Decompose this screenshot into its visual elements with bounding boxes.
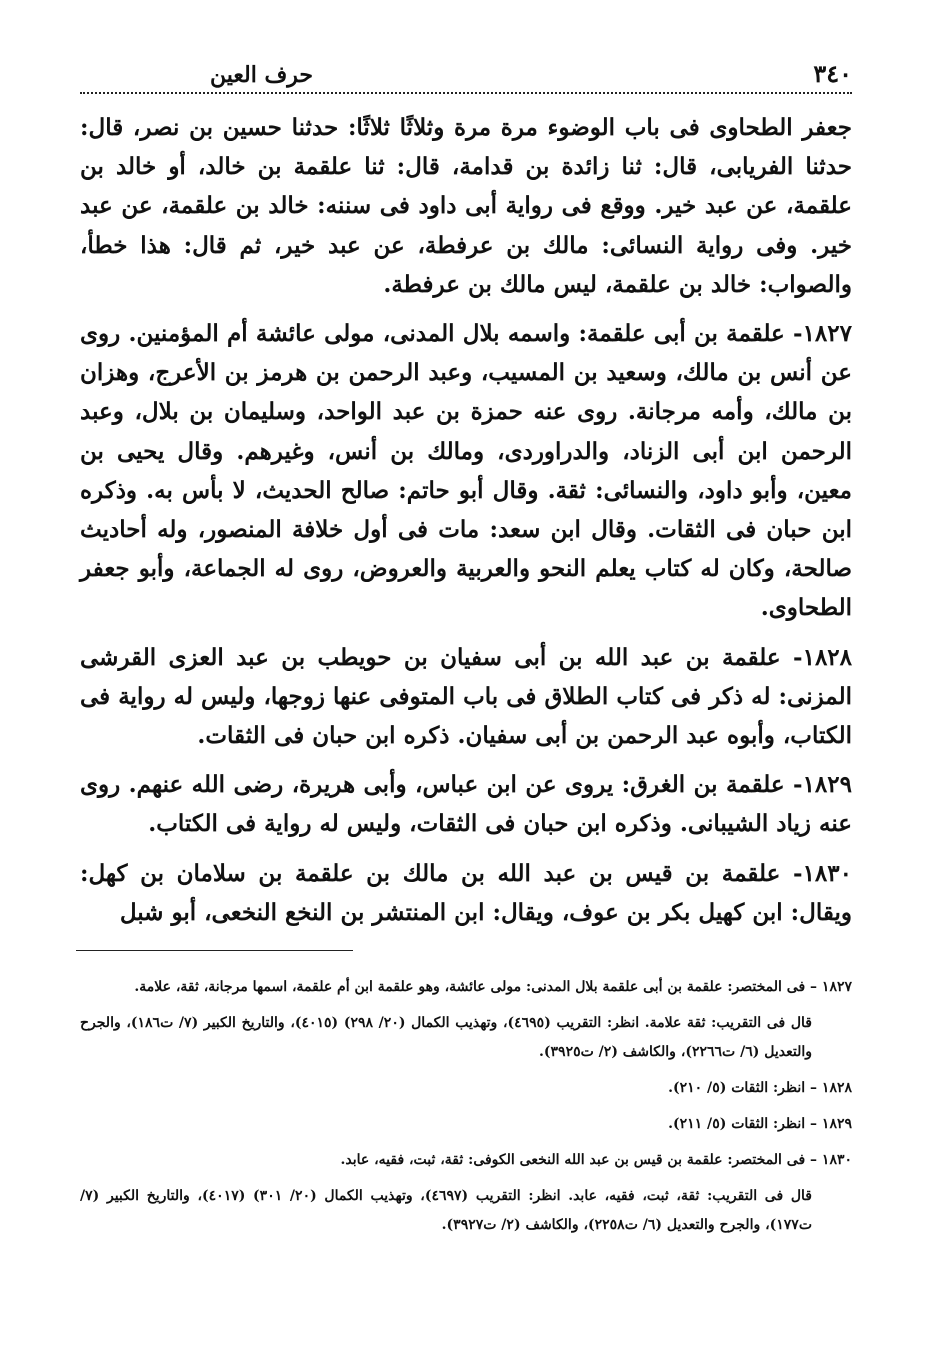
footnotes [80,973,852,1240]
paragraph-text: جعفر الطحاوى فى باب الوضوء مرة مرة وثلاثًا ثلاثًا: حدثنا حسين بن نصر، قال: حدثنا الفريابى، قال: ثنا زائدة بن قدامة، قال: ثنا علقمة بن خالد، أو خالد بن علقمة، عن عبد خير. ووقع فى رواية أبى داود فى سننه: خالد بن علقمة، عن عبد خير. وفى رواية النسائى: مالك بن عرفطة، عن عبد خير، ثم قال: هذا خطأ، والصواب: خالد بن علقمة، ليس مالك بن عرفطة. [80,114,852,298]
entry-text: علقمة بن الغرق: يروى عن ابن عباس، وأبى هريرة، رضى الله عنهم. روى عنه زياد الشيبانى. وذكره ابن حبان فى الثقات، وليس له رواية فى الكتاب. [80,771,852,838]
page-number: ٣٤٠ [813,59,852,88]
entry-number: ١٨٢٩- [793,771,852,799]
entry-1829 [80,765,852,843]
entry-number: ١٨٢٨- [793,643,853,671]
entry-1830 [80,854,852,932]
entry-number: ١٨٣٠- [793,859,852,887]
main-text [80,108,852,932]
footnote-1827-detail: قال فى التقريب: ثقة علامة. انظر: التقريب (٤٦٩٥)، وتهذيب الكمال (٢٠/ ٢٩٨) (٤٠١٥)، والتاريخ الكبير (٧/ ت١٨٦)، والجرح والتعديل (٦/ ت٢٢٦٦)، والكاشف (٢/ ت٣٩٢٥). [80,1015,812,1061]
entry-1827 [80,314,852,628]
entry-text: علقمة بن عبد الله بن أبى سفيان بن حويطب بن عبد العزى القرشى المزنى: له ذكر فى كتاب الطلاق فى باب المتوفى عنها زوجها، وليس له رواية فى الكتاب، وأبوه عبد الرحمن بن أبى سفيان. ذكره ابن حبان فى الثقات. [80,643,852,750]
entry-text: علقمة بن أبى علقمة: واسمه بلال المدنى، مولى عائشة أم المؤمنين. روى عن أنس بن مالك، وسعيد بن المسيب، وعبد الرحمن بن هرمز بن الأعرج، وهزان بن مالك، وأمه مرجانة. روى عنه حمزة بن عبد الواحد، وسليمان بن بلال، وعبد الرحمن ابن أبى الزناد، والدراوردى، ومالك بن أنس، وغيرهم. وقال يحيى بن معين، وأبو داود، والنسائى: ثقة. وقال أبو حاتم: صالح الحديث، لا بأس به. وذكره ابن حبان فى الثقات. وقال ابن سعد: مات فى أول خلافة المنصور، وله أحاديث صالحة، وكان له كتاب يعلم النحو والعربية والعروض، روى له الجماعة، وأبو جعفر الطحاوى. [80,320,852,622]
chapter-title: حرف العين [210,62,314,88]
entry-text: علقمة بن قيس بن عبد الله بن مالك بن علقمة بن سلامان بن كهل: ويقال: ابن كهيل بكر بن عوف، ويقال: ابن المنتشر بن النخع النخعى، أبو شبل [80,859,852,926]
footnote-divider [76,950,353,951]
footnote-1830-detail: قال فى التقريب: ثقة، ثبت، فقيه، عابد. انظر: التقريب (٤٦٩٧)، وتهذيب الكمال (٢٠/ ٣٠١) (٤٠١٧)، والتاريخ الكبير (٧/ ت١٧٧)، والجرح والتعديل (٦/ ت٢٢٥٨)، والكاشف (٢/ ت٣٩٢٧). [80,1188,812,1234]
footnote-1829: ١٨٢٩ – انظر: الثقات (٥/ ٢١١). [668,1116,852,1133]
footnote-1827: ١٨٢٧ – فى المختصر: علقمة بن أبى علقمة بلال المدنى: مولى عائشة، وهو علقمة ابن أم علقمة، اسمها مرجانة، ثقة، علامة. [134,979,852,996]
entry-number: ١٨٢٧- [793,320,852,348]
paragraph-continuation [80,108,852,304]
page [80,40,852,1247]
entry-1828 [80,638,852,756]
running-header [80,40,852,94]
footnote-1828: ١٨٢٨ – انظر: الثقات (٥/ ٢١٠). [668,1080,852,1097]
footnote-1830: ١٨٣٠ – فى المختصر: علقمة بن قيس بن عبد الله النخعى الكوفى: ثقة، ثبت، فقيه، عابد. [340,1152,852,1169]
